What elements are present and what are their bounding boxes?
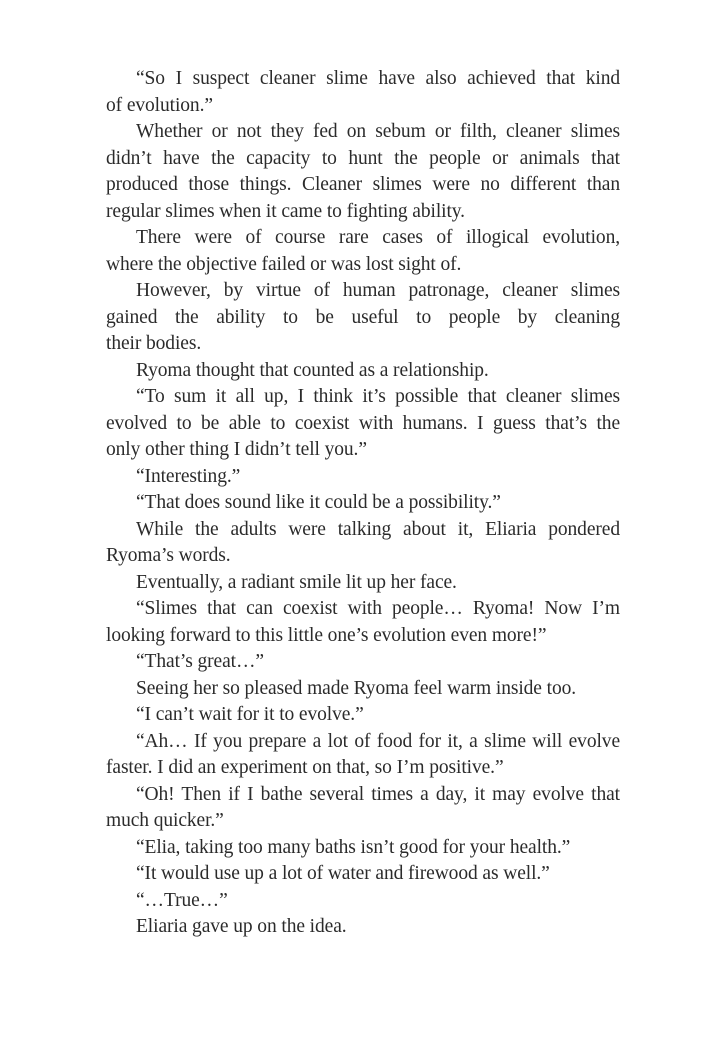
text-line: didn’t have the capacity to hunt the people or animals that <box>106 147 620 169</box>
text-line: “That does sound like it could be a possibility.” <box>136 492 501 513</box>
text-line: evolved to be able to coexist with humans. I guess that’s the <box>106 412 620 434</box>
paragraph <box>106 861 620 888</box>
text-line: While the adults were talking about it, Eliaria pondered <box>136 518 620 540</box>
paragraph <box>106 384 620 464</box>
text-line: There were of course rare cases of illogical evolution, <box>136 227 620 248</box>
paragraph <box>106 225 620 278</box>
text-line: Whether or not they fed on sebum or filth, cleaner slimes <box>136 121 620 142</box>
paragraph <box>106 490 620 517</box>
text-line: produced those things. Cleaner slimes were no different than <box>106 174 620 195</box>
text-line: where the objective failed or was lost sight of. <box>106 253 462 275</box>
text-line: “Elia, taking too many baths isn’t good for your health.” <box>136 836 571 858</box>
paragraph <box>106 649 620 676</box>
text-line: looking forward to this little one’s evolution even more!” <box>106 624 547 646</box>
paragraph <box>106 278 620 358</box>
paragraph <box>106 358 620 385</box>
text-line: regular slimes when it came to fighting ability. <box>106 200 465 222</box>
paragraph <box>106 888 620 915</box>
text-line: “It would use up a lot of water and firewood as well.” <box>136 863 550 884</box>
paragraph <box>106 570 620 597</box>
text-line: of evolution.” <box>106 94 213 116</box>
page-text <box>106 66 620 941</box>
paragraph <box>106 702 620 729</box>
text-line: much quicker.” <box>106 810 224 831</box>
text-line: faster. I did an experiment on that, so I’m positive.” <box>106 757 504 778</box>
text-line: “…True…” <box>136 889 228 911</box>
text-line: “That’s great…” <box>136 651 264 672</box>
text-line: “Oh! Then if I bathe several times a day, it may evolve that <box>136 783 620 805</box>
text-line: Eventually, a radiant smile lit up her face. <box>136 571 457 593</box>
paragraph <box>106 782 620 835</box>
paragraph <box>106 66 620 119</box>
paragraph <box>106 676 620 703</box>
text-line: their bodies. <box>106 333 202 354</box>
paragraph <box>106 835 620 862</box>
paragraph <box>106 596 620 649</box>
text-line: However, by virtue of human patronage, cleaner slimes <box>136 280 620 301</box>
text-line: “To sum it all up, I think it’s possible that cleaner slimes <box>136 386 620 407</box>
paragraph <box>106 464 620 491</box>
text-line: “I can’t wait for it to evolve.” <box>136 704 364 725</box>
text-line: gained the ability to be useful to people by cleaning <box>106 306 620 328</box>
text-line: Ryoma’s words. <box>106 545 231 566</box>
paragraph <box>106 517 620 570</box>
text-line: “Slimes that can coexist with people… Ryoma! Now I’m <box>136 598 620 619</box>
text-line: Seeing her so pleased made Ryoma feel warm inside too. <box>136 677 577 699</box>
text-line: Ryoma thought that counted as a relationship. <box>136 359 489 381</box>
text-line: “Ah… If you prepare a lot of food for it, a slime will evolve <box>136 730 620 752</box>
paragraph <box>106 914 620 941</box>
paragraph <box>106 119 620 225</box>
text-line: only other thing I didn’t tell you.” <box>106 439 367 460</box>
text-line: “Interesting.” <box>136 465 241 487</box>
text-line: Eliaria gave up on the idea. <box>136 916 347 937</box>
text-line: “So I suspect cleaner slime have also achieved that kind <box>136 68 620 89</box>
paragraph <box>106 729 620 782</box>
